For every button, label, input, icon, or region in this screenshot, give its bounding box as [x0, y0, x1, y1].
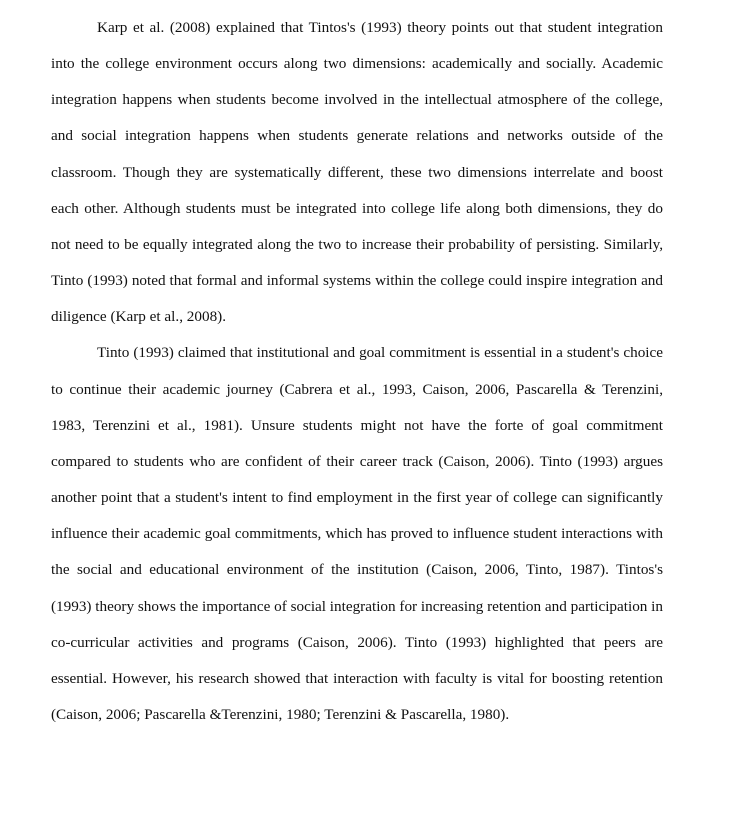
paragraph-tinto-integration: Karp et al. (2008) explained that Tintos's (1993) theory points out that student integration into the college environment occurs along two dimensions: academically and socially. Academic integration happens when students become involved in the intellectual atmosphere of the college, and social integration happens when students generate relations and networks outside of the classroom. Though they are systematically different, these two dimensions interrelate and boost each other. Although students must be integrated into college life along both dimensions, they do not need to be equally integrated along the two to increase their probability of persisting. Similarly, Tinto (1993) noted that formal and informal systems within the college could inspire integration and diligence (Karp et al., 2008).: [51, 19, 663, 326]
paragraph-goal-commitment: Tinto (1993) claimed that institutional and goal commitment is essential in a student's choice to continue their academic journey (Cabrera et al., 1993, Caison, 2006, Pascarella & Terenzini, 1983, Terenzini et al., 1981). Unsure students might not have the forte of goal commitment compared to students who are confident of their career track (Caison, 2006). Tinto (1993) argues another point that a student's intent to find employment in the first year of college can significantly influence their academic goal commitments, which has proved to influence student interactions with the social and educational environment of the institution (Caison, 2006, Tinto, 1987). Tintos's (1993) theory shows the importance of social integration for increasing retention and participation in co-curricular activities and programs (Caison, 2006). Tinto (1993) highlighted that peers are essential. However, his research showed that interaction with faculty is vital for boosting retention (Caison, 2006; Pascarella &Terenzini, 1980; Terenzini & Pascarella, 1980).: [51, 344, 663, 723]
document-body: [51, 10, 663, 733]
